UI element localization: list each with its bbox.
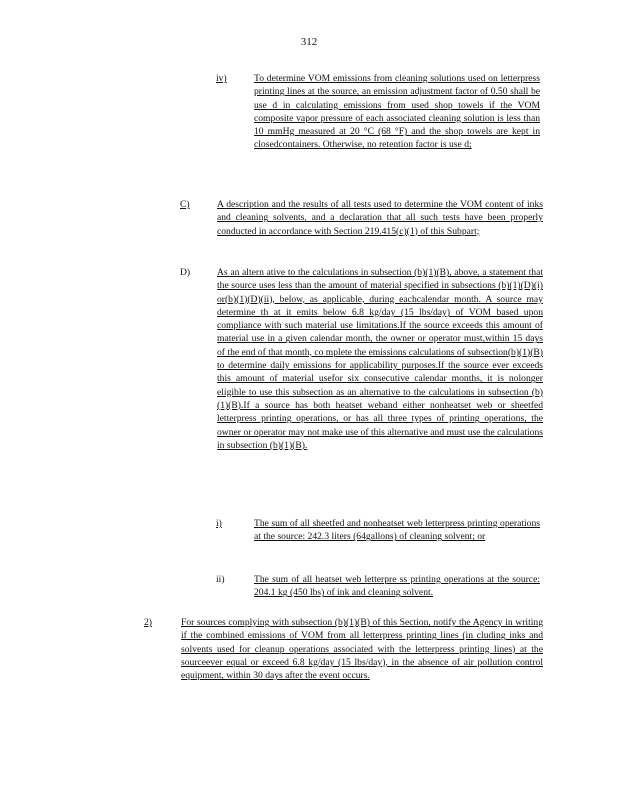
clause-iv-text: To determine VOM emissions from cleaning solutions used on letterpress printing lines at the source, an emission adjustment factor of 0.50 shall be use d in calculating emissions from used shop towels if the VOM composite vapor pressure of each associated cleaning solution is less than 10 mmHg measured at 20 °C (68 °F) and the shop towels are kept in closedcontainers. Otherwise, no retention factor is use d;: [254, 73, 540, 151]
clause-d-ii-label: ii): [216, 574, 225, 585]
clause-d-ii-text: The sum of all heatset web letterpre ss printing operations at the source: 204.1 kg (450 lbs) of ink and cleaning solvent.: [254, 574, 540, 599]
clause-d-i-text: The sum of all sheetfed and nonheatset web letterpress printing operations at the source: 242.3 liters (64gallons) of cleaning solvent; or: [254, 518, 540, 543]
clause-d-label: D): [180, 267, 191, 278]
clause-d-text: As an altern ative to the calculations in subsection (b)(1)(B), above, a statement that the source uses less than the amount of material specified in subsections (b)(1)(D)(i) or(b)(1)(D)(ii), below, as applicable, during eachcalendar month. A source may determine th at it emits below 6.8 kg/day (15 lbs/day) of VOM based upon compliance with such material use limitations.If the source exceeds this amount of material use in a given calendar month, the owner or operator must,within 15 days of the end of that month, co mplete the emissions calculations of subsection(b)(1)(B) to determine daily emissions for applicability purposes.If the source ever exceeds this amount of material usefor six consecutive calendar months, it is nolonger eligible to use this subsection as an alternative to the calculations in subsection (b)(1)(B).If a source has both heatset weband either nonheatset web or sheetfed letterpress printing operations, or has all three types of printing operations, the owner or operator may not make use of this alternative and must use the calculations in subsection (b)(1)(B).: [217, 267, 543, 451]
clause-d-i-label: i): [216, 518, 222, 529]
page-number: 312: [300, 36, 318, 48]
clause-c-label: C): [180, 199, 190, 210]
clause-c-text: A description and the results of all tests used to determine the VOM content of inks and cleaning solvents, and a declaration that all such tests have been properly conducted in accordance with Section 219.415(c)(1) of this Subpart;: [217, 199, 543, 237]
clause-2-text: For sources complying with subsection (b)(1)(B) of this Section, notify the Agency in writing if the combined emissions of VOM from all letterpress printing lines (in cluding inks and solvents used for cleanup operations associated with the letterpress printing lines) at the sourceever equal or exceed 6.8 kg/day (15 lbs/day), in the absence of air pollution control equipment, within 30 days after the event occurs.: [181, 617, 543, 682]
clause-2-label: 2): [144, 617, 152, 628]
clause-iv-label: iv): [216, 73, 227, 84]
